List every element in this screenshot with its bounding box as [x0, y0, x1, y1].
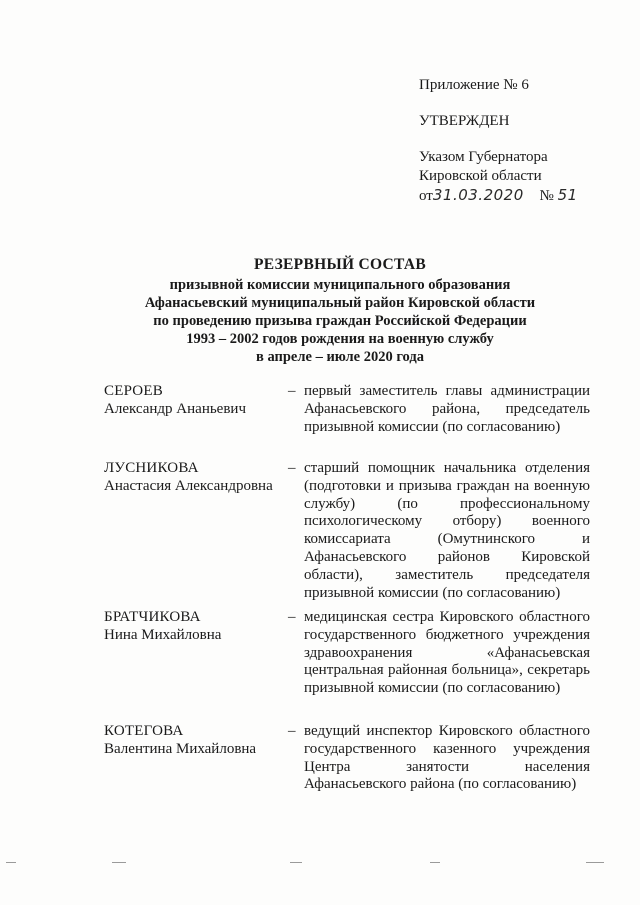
- title-line: по проведению призыва граждан Российской Федерации: [153, 313, 527, 329]
- title-line: призывной комиссии муниципального образования: [169, 277, 511, 293]
- handwritten-date: 31.03.2020: [432, 186, 524, 204]
- member-name: Валентина Михайловна: [104, 741, 257, 757]
- approval-stamp: [419, 76, 619, 206]
- member-role: первый заместитель главы администрации Афанасьевского района, председатель призывной комиссии (по согласованию): [304, 383, 590, 435]
- member-role: медицинская сестра Кировского областного государственного бюджетного учреждения здравоохранения «Афанасьевская центральная районная больница», секретарь призывной комиссии (по согласованию): [304, 609, 590, 697]
- member-dash: –: [288, 723, 296, 739]
- scan-artifact: [586, 862, 604, 863]
- member-role: ведущий инспектор Кировского областного государственного казенного учреждения Центра занятости населения Афанасьевского района (по согласованию): [304, 723, 590, 793]
- decree-reference: [419, 148, 619, 206]
- decree-line-2: Кировской области: [419, 168, 542, 184]
- member-name: Александр Ананьевич: [104, 401, 246, 417]
- title-main: РЕЗЕРВНЫЙ СОСТАВ: [253, 256, 427, 273]
- scan-artifact: [112, 862, 126, 863]
- document-title: [100, 256, 580, 366]
- member-surname: БРАТЧИКОВА: [104, 609, 201, 625]
- decree-date-line: [419, 186, 619, 206]
- member-role: старший помощник начальника отделения (подготовки и призыва граждан на военную службу) (по профессиональному психологическому отбору) военного комиссариата (Омутнинского и Афанасьевского районов Кировской области), заместитель председателя призывной комиссии (по согласованию): [304, 460, 590, 601]
- title-line: в апреле – июле 2020 года: [256, 349, 424, 365]
- title-line: Афанасьевский муниципальный район Кировской области: [144, 295, 536, 311]
- member-name: Анастасия Александровна: [104, 478, 273, 494]
- decree-line-1: Указом Губернатора: [419, 149, 548, 165]
- member-surname: КОТЕГОВА: [104, 723, 184, 739]
- member-name: Нина Михайловна: [104, 627, 222, 643]
- scan-artifact: [290, 862, 302, 863]
- title-line: 1993 – 2002 годов рождения на военную службу: [186, 331, 494, 347]
- scan-artifact: [6, 862, 16, 863]
- approved-label: УТВЕРЖДЕН: [419, 113, 510, 129]
- scan-artifact: [430, 862, 440, 863]
- member-surname: СЕРОЕВ: [104, 383, 163, 399]
- number-prefix: №: [539, 188, 554, 204]
- member-surname: ЛУСНИКОВА: [104, 460, 199, 476]
- member-dash: –: [288, 609, 296, 625]
- from-prefix: от: [419, 188, 433, 204]
- member-dash: –: [288, 460, 296, 476]
- member-dash: –: [288, 383, 296, 399]
- appendix-number: Приложение № 6: [419, 77, 529, 93]
- handwritten-number: 51: [557, 186, 578, 204]
